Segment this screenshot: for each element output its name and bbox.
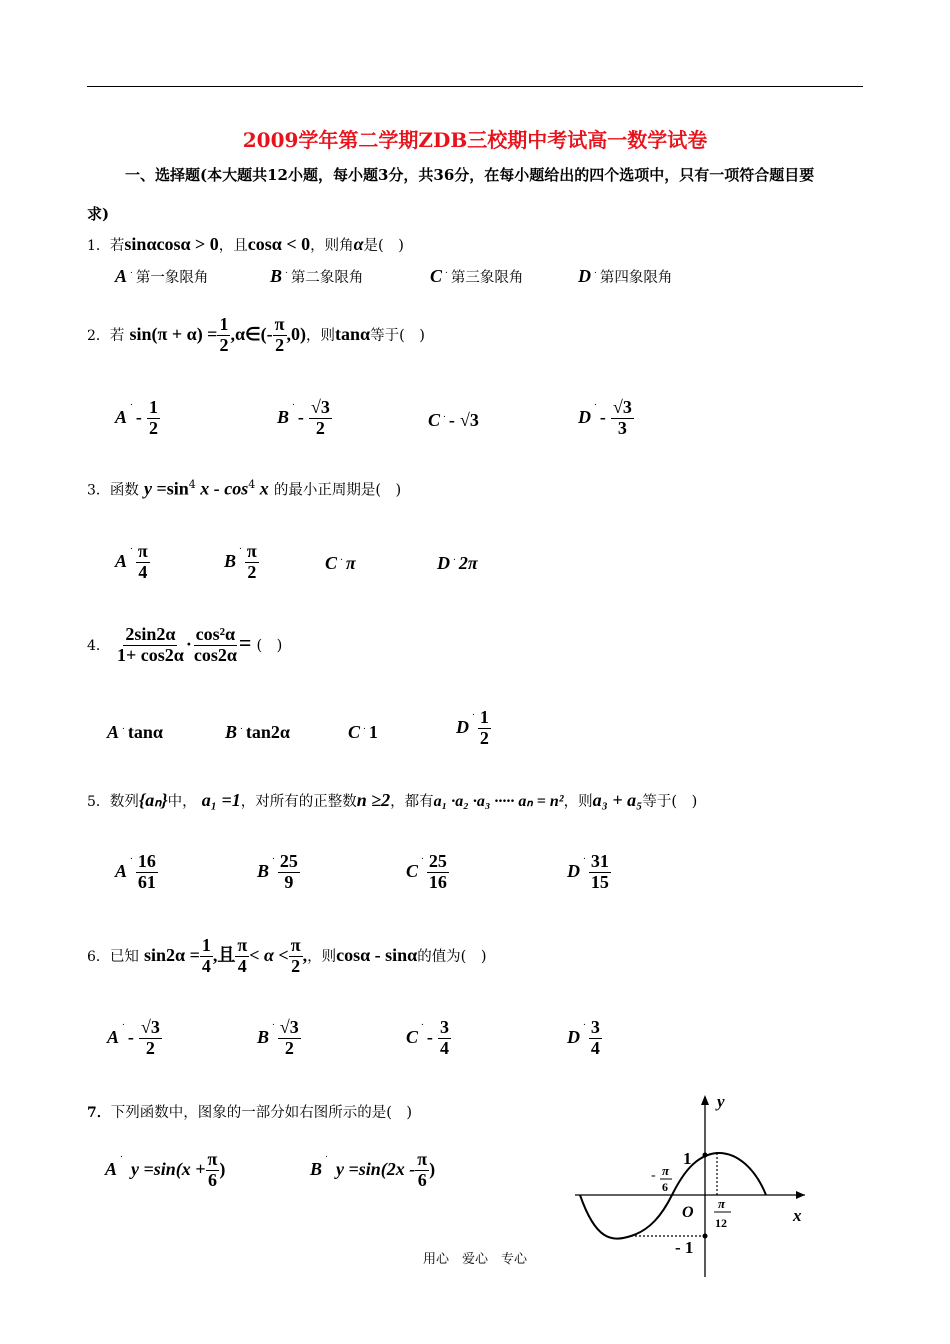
option-a[interactable]: A. $\frac{16}{61}$ <box>115 851 156 892</box>
math-expr: sin(π + α) = <box>129 323 218 344</box>
option-b[interactable]: B. $\frac{\pi}{2}$ <box>224 541 257 582</box>
question-text: 是( ) <box>363 238 404 254</box>
fraction: $\frac{\pi}{2}$ <box>274 314 285 355</box>
question-text: 若 <box>109 327 125 344</box>
question-number: 2． <box>87 327 110 344</box>
question-7: 7．下列函数中，图象的一部分如右图所示的是( ) <box>87 1105 413 1121</box>
option-c[interactable]: C.- $\frac{3}{4}$ <box>406 1017 449 1058</box>
option-a[interactable]: A. $\frac{\pi}{4}$ <box>115 541 148 582</box>
option-b[interactable]: B. y =sin(2x - $\frac{\pi}{6}$ ) <box>310 1149 436 1190</box>
math-expr: ,0) <box>286 323 307 344</box>
option-b[interactable]: B . 第二象限角 <box>270 266 364 286</box>
sine-curve <box>580 1153 766 1239</box>
question-number: 1． <box>87 238 110 254</box>
question-4: 4． $\frac{2\sin 2\alpha}{1+ \cos 2\alpha}$ · $\frac{\text{cos²α}}{\cos 2\alpha}$ = ( ) <box>87 624 283 665</box>
option-d[interactable]: D. $\frac{1}{2}$ <box>456 707 489 748</box>
origin-label: O <box>682 1204 694 1221</box>
point-neg1 <box>703 1234 708 1239</box>
fraction: $\frac{\text{cos²α}}{\cos 2\alpha}$ <box>193 624 237 665</box>
option-b[interactable]: B.- $\frac{√3}{2}$ <box>277 397 330 438</box>
section-instruction-line2: 求) <box>87 205 110 223</box>
question-text: ，则 <box>306 327 336 344</box>
option-d[interactable]: D. $\frac{3}{4}$ <box>567 1017 600 1058</box>
option-d[interactable]: D . 第四象限角 <box>578 266 673 286</box>
question-2 <box>87 315 425 356</box>
option-a[interactable]: A. y =sin(x + $\frac{\pi}{6}$ ) <box>105 1149 226 1190</box>
question-6: 6．已知 sin2α = $\frac{1}{4}$ ,且 $\frac{\pi}{4}$ < α < $\frac{\pi}{2}$ ,，则cosα - sinα的值为( ) <box>87 935 487 976</box>
y-axis-label: y <box>717 1092 725 1111</box>
fraction: $\frac{1}{2}$ <box>219 314 229 355</box>
x-axis-label: x <box>793 1206 802 1225</box>
question-text: 若 <box>109 238 125 254</box>
option-c[interactable]: C. $\frac{25}{16}$ <box>406 851 447 892</box>
question-3: 3．函数 $y =\sin^4$ x - $\cos^4 x$ 的最小正周期是( ) <box>87 478 402 499</box>
option-letter: A <box>115 266 128 286</box>
question-text: 等于( ) <box>370 327 425 344</box>
option-c[interactable]: C . 第三象限角 <box>430 266 524 286</box>
section-instruction-line1: 一、选择题(本大题共12小题，每小题3分，共36分，在每小题给出的四个选项中，只有一项符合题目要 <box>125 166 815 184</box>
option-b[interactable]: B. $\frac{√3}{2}$ <box>257 1017 299 1058</box>
option-letter: D <box>578 266 591 286</box>
math-expr: ,α∈(- <box>230 323 273 344</box>
option-a[interactable]: A.- $\frac{1}{2}$ <box>115 397 158 438</box>
option-text: 第四象限角 <box>599 270 673 286</box>
tick-left-num: π <box>662 1163 670 1178</box>
y-axis-arrow-icon <box>701 1095 709 1105</box>
tick-right-den: 12 <box>715 1216 727 1230</box>
option-a[interactable]: A.- $\frac{√3}{2}$ <box>107 1017 160 1058</box>
option-a[interactable]: A . tanα <box>107 722 163 742</box>
option-c[interactable]: C . π <box>325 553 356 573</box>
tick-label-1: 1 <box>683 1149 692 1168</box>
header-rule <box>87 86 863 87</box>
math-condition: sinαcosα > 0 <box>124 234 219 254</box>
option-d[interactable]: D. $\frac{31}{15}$ <box>567 851 609 892</box>
option-a[interactable]: A . 第一象限角 <box>115 266 209 286</box>
tick-sign: - <box>651 1168 656 1183</box>
point-1 <box>703 1153 708 1158</box>
fraction: $\frac{2\sin 2\alpha}{1+ \cos 2\alpha}$ <box>117 624 184 665</box>
option-letter: B <box>270 266 283 286</box>
option-b[interactable]: B. $\frac{25}{9}$ <box>257 851 298 892</box>
math-condition: cosα < 0 <box>247 234 311 254</box>
tick-left-den: 6 <box>662 1180 668 1194</box>
math-expr: tanα <box>335 323 371 344</box>
option-c[interactable]: C . - √3 <box>428 410 479 430</box>
tick-right-num: π <box>718 1196 726 1211</box>
option-d[interactable]: D . 2π <box>437 553 478 573</box>
option-text: 第二象限角 <box>290 270 364 286</box>
page-title: 2009学年第二学期ZDB三校期中考试高一数学试卷 <box>242 128 708 152</box>
question-text: ，且 <box>218 238 248 254</box>
tick-label-neg1: - 1 <box>675 1238 694 1257</box>
option-b[interactable]: B . tan2α <box>225 722 290 742</box>
option-text: 第三象限角 <box>450 270 524 286</box>
option-letter: C <box>430 266 443 286</box>
option-c[interactable]: C . 1 <box>348 722 378 742</box>
math-symbol: α <box>353 234 364 254</box>
x-axis-arrow-icon <box>796 1191 805 1199</box>
option-d[interactable]: D.- $\frac{√3}{3}$ <box>578 397 632 438</box>
footer-text: 用心 爱心 专心 <box>422 1252 527 1267</box>
question-text: ，则角 <box>310 238 354 254</box>
option-text: 第一象限角 <box>135 270 209 286</box>
question-1 <box>87 234 404 255</box>
question-5: 5．数列{aₙ}中， a₁ =1，对所有的正整数n ≥2，都有a₁ ·a₂ ·a₃ ····· aₙ = n²，则a₃ + a₅等于( ) <box>87 790 698 810</box>
